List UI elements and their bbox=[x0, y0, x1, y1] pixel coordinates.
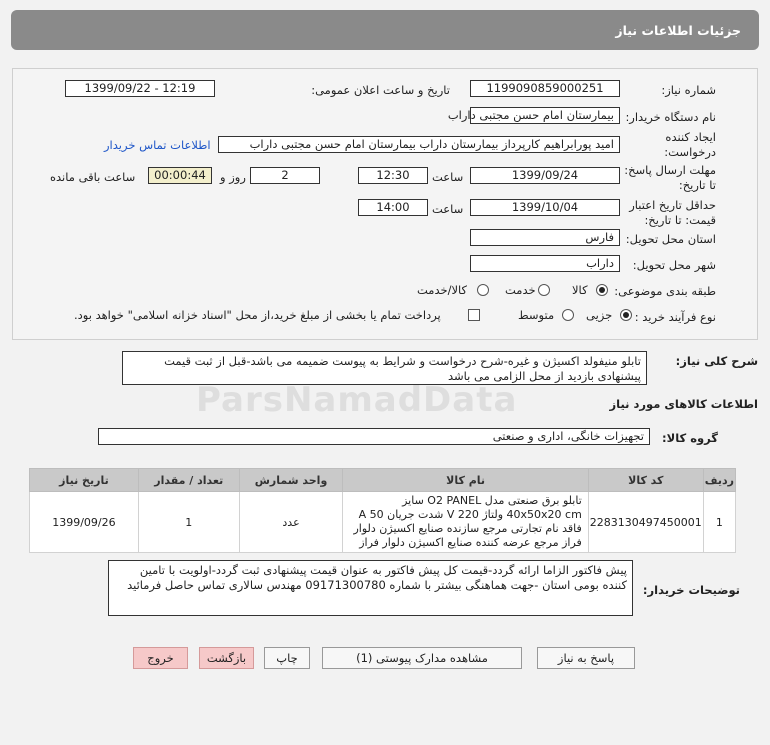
exit-button[interactable]: خروج bbox=[133, 647, 188, 669]
need-number-field: 1199090859000251 bbox=[470, 80, 620, 97]
table-row bbox=[30, 492, 736, 553]
days-remaining-field: 2 bbox=[250, 167, 320, 184]
category-radio-goods-service[interactable] bbox=[477, 284, 489, 296]
creator-field: امید پورابراهیم کارپرداز بیمارستان داراب بیمارستان امام حسن مجتبی داراب bbox=[218, 136, 620, 153]
back-button[interactable]: بازگشت bbox=[199, 647, 254, 669]
validity-time-label: ساعت bbox=[432, 202, 464, 216]
treasury-payment-note: پرداخت تمام یا بخشی از مبلغ خرید،از محل "اسناد خزانه اسلامی" خواهد بود. bbox=[74, 308, 441, 322]
creator-label-1: ایجاد کننده bbox=[665, 130, 716, 144]
category-radio-service[interactable] bbox=[538, 284, 550, 296]
buyer-org-label: نام دستگاه خریدار: bbox=[625, 110, 716, 124]
category-label: طبقه بندی موضوعی: bbox=[614, 284, 716, 298]
goods-table bbox=[29, 468, 736, 553]
buyer-contact-link[interactable]: اطلاعات تماس خریدار bbox=[104, 138, 211, 152]
col-header-date: تاریخ نیاز bbox=[30, 469, 139, 492]
category-radio-goods[interactable] bbox=[596, 284, 608, 296]
page-title-bar bbox=[11, 10, 759, 50]
remaining-time-field: 00:00:44 bbox=[148, 167, 212, 184]
description-field: تابلو منیفولد اکسیژن و غیره-شرح درخواست و شرایط به پیوست ضمیمه می باشد-قبل از ثبت قیمت پیشنهادی بازدید از محل الزامی می باشد bbox=[122, 351, 647, 385]
watermark-text: ParsNamadData bbox=[196, 380, 518, 420]
process-label: نوع فرآیند خرید : bbox=[634, 310, 716, 324]
reply-button[interactable]: پاسخ به نیاز bbox=[537, 647, 635, 669]
buyer-notes-field: پیش فاکتور الزاما ارائه گردد-قیمت کل پیش فاکتور به عنوان قیمت پیشنهادی ثبت گردد-اولویت با تامین کننده بومی استان -جهت هماهنگی بیشتر با شماره 09171300780 مهندس سالاری تماس حاصل فرمائید bbox=[108, 560, 633, 616]
view-attachments-button[interactable]: مشاهده مدارک پیوستی (1) bbox=[322, 647, 522, 669]
goods-group-field: تجهیزات خانگی، اداری و صنعتی bbox=[98, 428, 650, 445]
deadline-label-2: تا تاریخ: bbox=[678, 178, 716, 192]
col-header-row: ردیف bbox=[703, 469, 735, 492]
page-title: جزئیات اطلاعات نیاز bbox=[615, 23, 741, 38]
category-option-service: خدمت bbox=[505, 283, 536, 297]
process-option-minor: جزیی bbox=[586, 308, 613, 322]
cell-unit: عدد bbox=[239, 492, 343, 553]
cell-code: 2283130497450001 bbox=[588, 492, 703, 553]
cell-qty: 1 bbox=[138, 492, 239, 553]
deadline-label-1: مهلت ارسال پاسخ: bbox=[624, 163, 716, 177]
description-label: شرح کلی نیاز: bbox=[675, 354, 758, 368]
cell-row: 1 bbox=[703, 492, 735, 553]
buyer-org-field: بیمارستان امام حسن مجتبی داراب bbox=[470, 107, 620, 124]
validity-label-2: قیمت: تا تاریخ: bbox=[644, 213, 716, 227]
creator-label-2: درخواست: bbox=[664, 145, 716, 159]
deadline-time-label: ساعت bbox=[432, 170, 464, 184]
process-radio-medium[interactable] bbox=[562, 309, 574, 321]
buyer-notes-label: توضیحات خریدار: bbox=[642, 583, 740, 597]
need-number-label: شماره نیاز: bbox=[661, 83, 716, 97]
print-button[interactable]: چاپ bbox=[264, 647, 310, 669]
remaining-time-label: ساعت باقی مانده bbox=[50, 170, 136, 184]
process-radio-minor[interactable] bbox=[620, 309, 632, 321]
col-header-qty: تعداد / مقدار bbox=[138, 469, 239, 492]
validity-date-field: 1399/10/04 bbox=[470, 199, 620, 216]
validity-label-1: حداقل تاریخ اعتبار bbox=[629, 198, 716, 212]
col-header-code: کد کالا bbox=[588, 469, 703, 492]
city-label: شهر محل تحویل: bbox=[632, 258, 716, 272]
category-option-goods: کالا bbox=[572, 283, 588, 297]
province-field: فارس bbox=[470, 229, 620, 246]
province-label: استان محل تحویل: bbox=[625, 232, 716, 246]
goods-group-label: گروه کالا: bbox=[662, 431, 718, 445]
cell-date: 1399/09/26 bbox=[30, 492, 139, 553]
process-option-medium: متوسط bbox=[518, 308, 555, 322]
days-label: روز و bbox=[220, 170, 246, 184]
deadline-date-field: 1399/09/24 bbox=[470, 167, 620, 184]
announce-field: 1399/09/22 - 12:19 bbox=[65, 80, 215, 97]
category-option-goods-service: کالا/خدمت bbox=[417, 283, 468, 297]
goods-table-header bbox=[30, 469, 736, 492]
announce-label: تاریخ و ساعت اعلان عمومی: bbox=[311, 83, 450, 97]
col-header-unit: واحد شمارش bbox=[239, 469, 343, 492]
goods-section-title: اطلاعات کالاهای مورد نیاز bbox=[609, 397, 758, 411]
city-field: داراب bbox=[470, 255, 620, 272]
deadline-time-field: 12:30 bbox=[358, 167, 428, 184]
col-header-name: نام کالا bbox=[343, 469, 588, 492]
treasury-payment-checkbox[interactable] bbox=[468, 309, 480, 321]
cell-name: تابلو برق صنعتی مدل O2 PANEL سایز 40x50x20 cm ولتاژ 220 V شدت جریان 50 A فاقد نام تجارتی مرجع سازنده صنایع اکسیژن دلوار فراز مرجع عرضه کننده صنایع اکسیژن دلوار فراز bbox=[343, 492, 588, 553]
validity-time-field: 14:00 bbox=[358, 199, 428, 216]
